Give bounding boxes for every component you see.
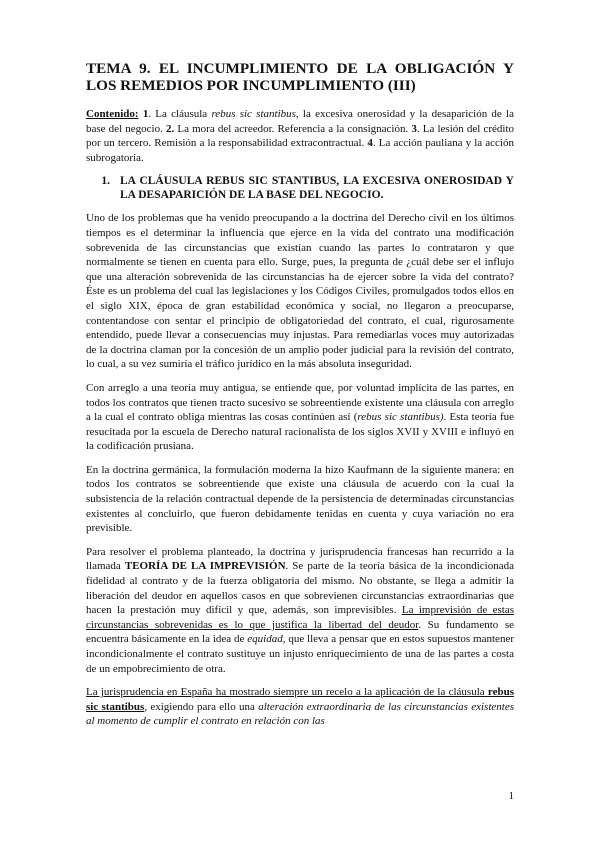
paragraph-text-bold: rebus sic stantibus xyxy=(86,686,514,713)
section-title: LA CLÁUSULA REBUS SIC STANTIBUS, LA EXCESIVA ONEROSIDAD Y LA DESAPARICIÓN DE LA BASE DEL NEGOCIO. xyxy=(120,175,514,202)
paragraph-text-italic: alteración extraordinaria de las circunstancias existentes al momento de cumplir el contrato en relación con las xyxy=(86,700,514,728)
page-title: TEMA 9. EL INCUMPLIMIENTO DE LA OBLIGACIÓN Y LOS REMEDIOS POR INCUMPLIMIENTO (III) xyxy=(86,60,514,94)
contents-item-number: 4 xyxy=(367,137,373,150)
paragraph-text-italic: rebus sic stantibus) xyxy=(357,411,444,424)
paragraph-text: , exigiendo para ello una xyxy=(144,700,259,713)
paragraph-text-italic: equidad xyxy=(247,633,283,646)
contents-item-number: 3 xyxy=(411,122,417,135)
page-number: 1 xyxy=(508,790,514,802)
paragraph-text: . Su fundamento se encuentra básicamente en la idea de xyxy=(86,618,514,646)
paragraph-text-bold: TEORÍA DE LA IMPREVISIÓN xyxy=(124,560,286,573)
body-paragraph: Uno de los problemas que ha venido preocupando a la doctrina del Derecho civil en los últimos tiempos es el determinar la influencia que ejerce en la vida del contrato una modificación sobrevenida de las circunstancias que existían cuando las partes lo contrataron y que normalmente se tienen en cuenta para ello. Surge, pues, la pregunta de ¿cuál debe ser el influjo que una alteración sobrevenida de las circunstancias ha de ejercer sobre la vida del contrato? Éste es un problema del cual las legislaciones y los Códigos Civiles, promulgados todos ellos en el siglo XIX, época de gran estabilidad económica y social, no llegaron a preocuparse, contentandose con sentar el principio de obligatoriedad del contrato, el cual, rigurosamente entendido, puede llevar a consecuencias muy injustas. Para remediarlas voces muy autorizadas de la doctrina claman por la concesión de un amplio poder judicial para la revisión del contrato, lo cual, a su vez sumiría el tráfico jurídico en la más absoluta inseguridad. xyxy=(86,212,514,371)
section-heading xyxy=(86,174,514,202)
contents-paragraph xyxy=(86,107,514,165)
paragraph-text: La jurisprudencia en España ha mostrado siempre un recelo a la aplicación de la cláusula xyxy=(86,686,488,699)
paragraph-text: , que lleva a pensar que en estos supuestos mantener incondicionalmente el contrato sustituye un injusto enriquecimiento de una de las partes a costa de un empobrecimiento de otra. xyxy=(86,633,514,675)
contents-text: . La acción pauliana y la acción subrogatoria. xyxy=(86,137,514,164)
contents-text: . La lesión del crédito por un tercero. Remisión a la responsabilidad extracontractual. xyxy=(86,122,514,150)
contents-label: Contenido: xyxy=(86,108,139,120)
paragraph-text: . Esta teoría fue resucitada por la escuela de Derecho natural racionalista de los siglos XVII y XVIII e influyó en la codificación prusiana. xyxy=(86,411,514,453)
paragraph-text: Para resolver el problema planteado, la doctrina y jurisprudencia francesas han recurrido a la llamada xyxy=(86,545,514,573)
body-paragraph xyxy=(86,685,514,729)
body-paragraph xyxy=(86,381,514,454)
body-paragraph: En la doctrina germánica, la formulación moderna la hizo Kaufmann de la siguiente manera: en todos los contratos se sobreentiende que existe una cláusula de acuerdo con la cual la subsistencia de la relación contractual depende de la persistencia de determinadas circunstancias existentes al concluirlo, que fueron debidamente tenidas en cuenta y cuya variación no era previsible. xyxy=(86,463,514,535)
body-paragraph xyxy=(86,545,514,676)
paragraph-text: Con arreglo a una teoría muy antigua, se entiende que, por voluntad implícita de las partes, en todos los contratos que tienen tracto sucesivo se sobreentiende existente una cláusula con arreglo a la cual el contrato obliga mientras las cosas continúen así ( xyxy=(86,381,514,424)
contents-text: , la excesiva onerosidad y la desaparición de la base del negocio. xyxy=(86,108,514,135)
contents-item-number: 2. xyxy=(165,122,175,135)
paragraph-text-underlined: La imprevisión de estas circunstancias sobrevenidas es lo que justifica la libertad del deudor xyxy=(86,604,514,631)
paragraph-text: . Se parte de la teoría básica de la incondicionada fidelidad al contrato y de la fuerza obligatoria del mismo. No obstante, se llega a admitir la liberación del deudor en aquellos casos en que sobrevienen circunstancias extraordinarias que hacen la prestación muy difícil y que, además, son imprevisibles. xyxy=(86,560,514,617)
section-number: 1. xyxy=(101,175,110,188)
contents-text: . La cláusula xyxy=(148,108,212,120)
contents-text: La mora del acreedor. Referencia a la consignación. xyxy=(174,122,412,135)
contents-item-number: 1 xyxy=(142,108,149,120)
contents-text-italic: rebus sic stantibus xyxy=(211,108,296,120)
